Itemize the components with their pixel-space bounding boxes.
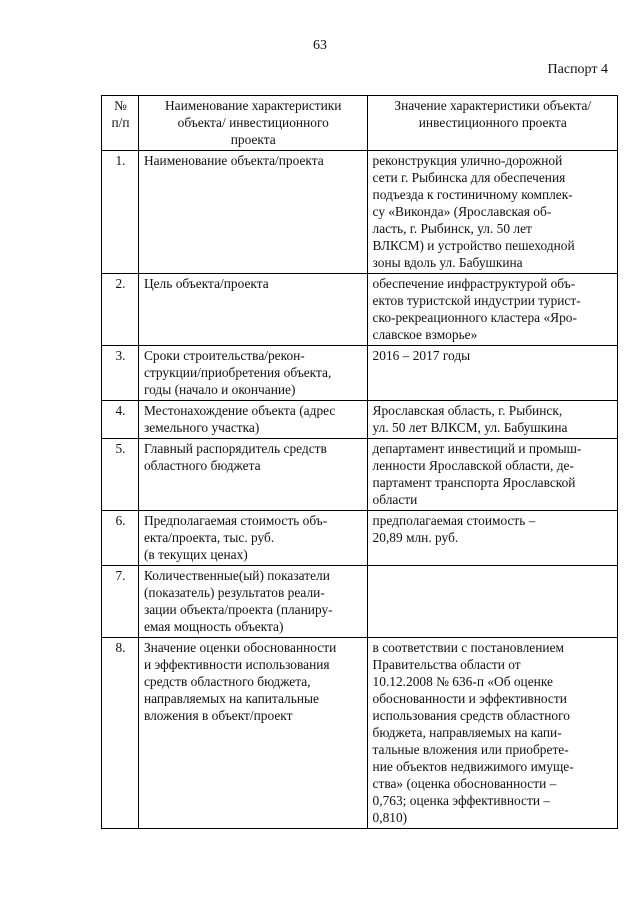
row-name: Цель объекта/проекта <box>138 274 367 346</box>
table-row <box>102 401 618 439</box>
row-name: Количественные(ый) показатели (показатель) результатов реали- зации объекта/проекта (планиру- емая мощность объекта) <box>138 566 367 638</box>
page-number: 63 <box>313 38 327 53</box>
row-value: 2016 – 2017 годы <box>367 346 617 401</box>
table-row <box>102 638 618 829</box>
row-number: 2. <box>102 274 139 346</box>
row-number: 8. <box>102 638 139 829</box>
row-number: 6. <box>102 511 139 566</box>
row-value <box>367 566 617 638</box>
row-value: Ярославская область, г. Рыбинск, ул. 50 лет ВЛКСМ, ул. Бабушкина <box>367 401 617 439</box>
header-characteristic-name: Наименование характеристики объекта/ инвестиционного проекта <box>138 96 367 151</box>
row-name: Местонахождение объекта (адрес земельного участка) <box>138 401 367 439</box>
row-name: Наименование объекта/проекта <box>138 151 367 274</box>
row-value: реконструкция улично-дорожной сети г. Рыбинска для обеспечения подъезда к гостиничному комплек- су «Виконда» (Ярославская об- ласть, г. Рыбинск, ул. 50 лет ВЛКСМ) и устройство пешеходной зоны вдоль ул. Бабушкина <box>367 151 617 274</box>
row-name: Предполагаемая стоимость объ- екта/проекта, тыс. руб. (в текущих ценах) <box>138 511 367 566</box>
row-number: 4. <box>102 401 139 439</box>
row-value: обеспечение инфраструктурой объ- ектов туристской индустрии турист- ско-рекреационного кластера «Яро- славское взморье» <box>367 274 617 346</box>
table-row <box>102 439 618 511</box>
passport-table <box>101 95 618 829</box>
table-row <box>102 566 618 638</box>
header-number: № п/п <box>102 96 139 151</box>
row-number: 3. <box>102 346 139 401</box>
row-value: предполагаемая стоимость – 20,89 млн. руб. <box>367 511 617 566</box>
table-row <box>102 274 618 346</box>
row-value: в соответствии с постановлением Правительства области от 10.12.2008 № 636-п «Об оценке обоснованности и эффективности использования средств областного бюджета, направляемых на капи- тальные вложения или приобрете- ние объектов недвижимого имуще- ства» (оценка обоснованности – 0,763; оценка эффективности – 0,810) <box>367 638 617 829</box>
row-number: 7. <box>102 566 139 638</box>
row-number: 1. <box>102 151 139 274</box>
row-value: департамент инвестиций и промыш- ленности Ярославской области, де- партамент транспорта Ярославской области <box>367 439 617 511</box>
table-row <box>102 346 618 401</box>
header-characteristic-value: Значение характеристики объекта/ инвестиционного проекта <box>367 96 617 151</box>
table-row <box>102 511 618 566</box>
passport-label: Паспорт 4 <box>547 62 608 77</box>
table-row <box>102 151 618 274</box>
row-number: 5. <box>102 439 139 511</box>
row-name: Главный распорядитель средств областного бюджета <box>138 439 367 511</box>
table-header-row <box>102 96 618 151</box>
row-name: Сроки строительства/рекон- струкции/приобретения объекта, годы (начало и окончание) <box>138 346 367 401</box>
row-name: Значение оценки обоснованности и эффективности использования средств областного бюджета, направляемых на капитальные вложения в объект/проект <box>138 638 367 829</box>
